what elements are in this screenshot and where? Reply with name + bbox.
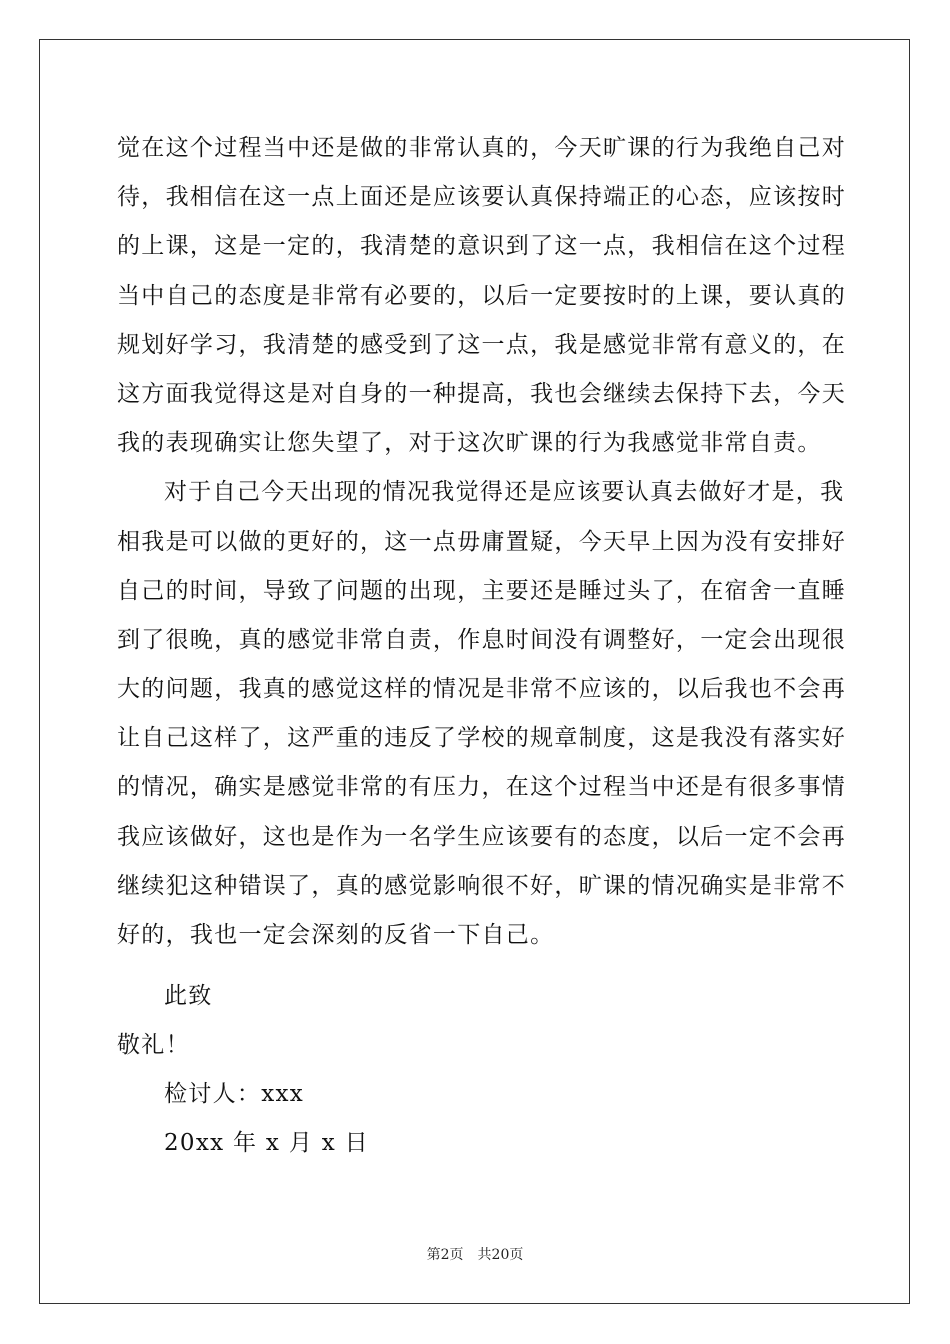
letter-body xyxy=(117,124,846,960)
page-total: 共20页 xyxy=(477,1247,524,1263)
paragraph-2-line: 大的问题，我真的感觉这样的情况是非常不应该的，以后我也不会再 xyxy=(117,676,846,703)
paragraph-2-line: 好的，我也一定会深刻的反省一下自己。 xyxy=(117,922,555,948)
paragraph-1-line: 当中自己的态度是非常有必要的，以后一定要按时的上课，要认真的 xyxy=(117,282,846,309)
paragraph-2-line: 让自己这样了，这严重的违反了学校的规章制度，这是我没有落实好 xyxy=(117,725,846,752)
paragraph-2-line: 的情况，确实是感觉非常的有压力，在这个过程当中还是有很多事情 xyxy=(117,774,846,801)
page-number: 第2页 xyxy=(426,1247,464,1263)
paragraph-1-line: 这方面我觉得这是对自身的一种提高，我也会继续去保持下去，今天 xyxy=(117,380,846,407)
paragraph-2-line: 我应该做好，这也是作为一名学生应该要有的态度，以后一定不会再 xyxy=(117,823,846,850)
date-line: 20xx 年 x 月 x 日 xyxy=(164,1130,369,1156)
paragraph-2-line: 继续犯这种错误了，真的感觉影响很不好，旷课的情况确实是非常不 xyxy=(117,872,846,899)
signer-line: 检讨人：xxx xyxy=(164,1081,305,1107)
page-footer xyxy=(0,1244,950,1264)
paragraph-2-line: 自己的时间，导致了问题的出现，主要还是睡过头了，在宿舍一直睡 xyxy=(117,577,846,604)
closing-salute: 敬礼！ xyxy=(117,1032,190,1058)
paragraph-1-line: 我的表现确实让您失望了，对于这次旷课的行为我感觉非常自责。 xyxy=(117,430,822,457)
closing-greeting: 此致 xyxy=(164,983,213,1009)
paragraph-1-line: 规划好学习，我清楚的感受到了这一点，我是感觉非常有意义的，在 xyxy=(117,331,846,358)
paragraph-1-line: 待，我相信在这一点上面还是应该要认真保持端正的心态，应该按时 xyxy=(117,184,846,211)
paragraph-2-line: 对于自己今天出现的情况我觉得还是应该要认真去做好才是，我 xyxy=(164,479,845,506)
paragraph-2-line: 相我是可以做的更好的，这一点毋庸置疑，今天早上因为没有安排好 xyxy=(117,528,846,555)
paragraph-2-line: 到了很晚，真的感觉非常自责，作息时间没有调整好，一定会出现很 xyxy=(117,626,846,653)
paragraph-1-line: 的上课，这是一定的，我清楚的意识到了这一点，我相信在这个过程 xyxy=(117,233,846,260)
paragraph-1-line: 觉在这个过程当中还是做的非常认真的，今天旷课的行为我绝自己对 xyxy=(117,135,846,161)
